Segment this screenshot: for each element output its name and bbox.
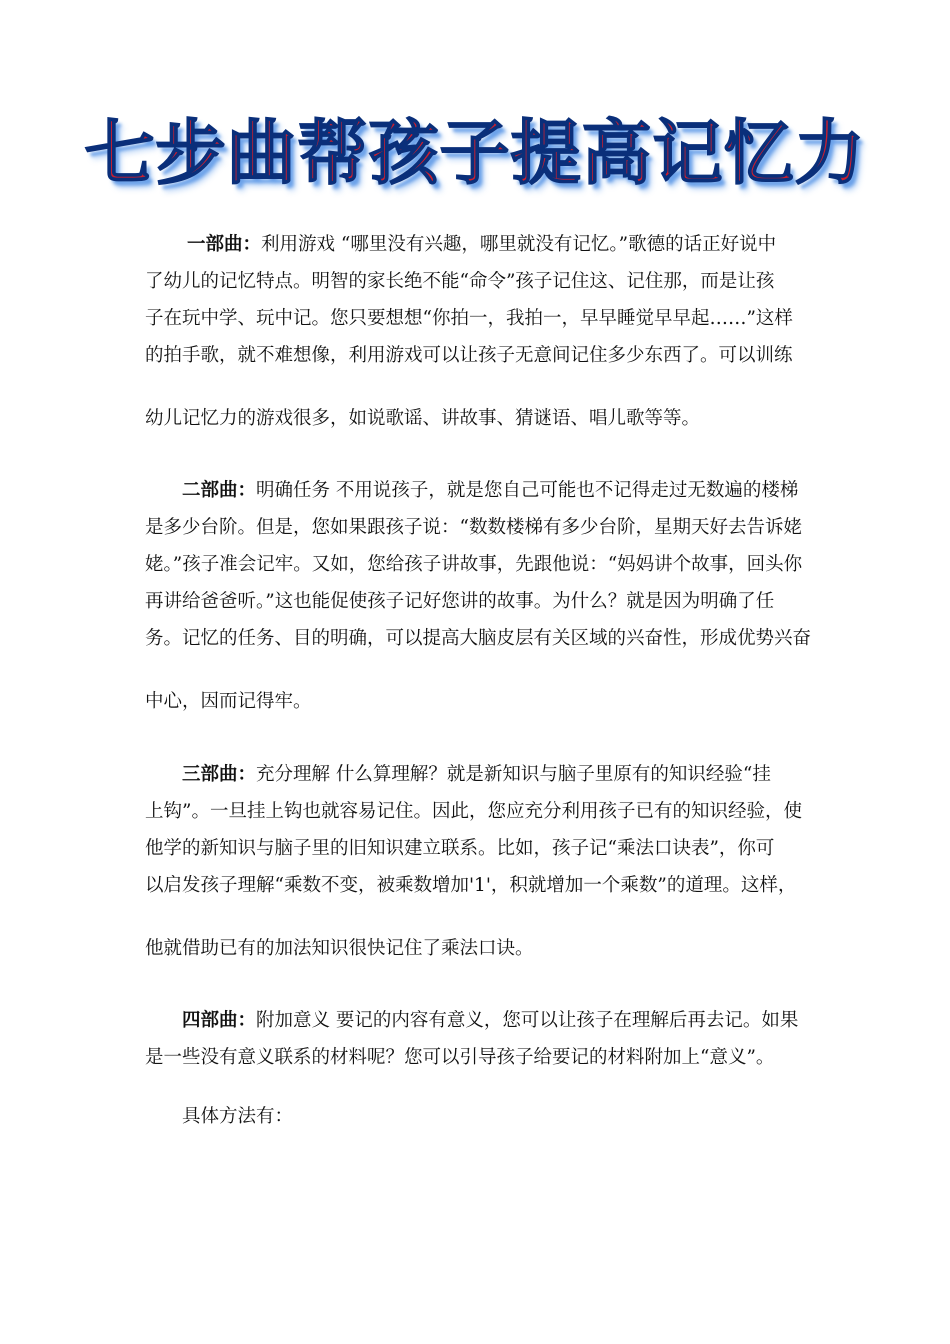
paragraph-line: 的拍手歌，就不难想像，利用游戏可以让孩子无意间记住多少东西了。可以训练 [145,345,793,366]
section-lead: 四部曲： [182,1010,257,1031]
paragraph-line: 他就借助已有的加法知识很快记住了乘法口诀。 [145,938,534,959]
paragraph-line: 子在玩中学、玩中记。您只要想想“你拍一，我拍一，早早睡觉早早起……”这样 [145,308,793,329]
paragraph-line: 四部曲：附加意义 要记的内容有意义，您可以让孩子在理解后再去记。如果 [182,1010,799,1031]
paragraph-line: 以启发孩子理解“乘数不变，被乘数增加'1'，积就增加一个乘数”的道理。这样， [145,875,797,896]
section-1-paragraph [145,226,808,437]
paragraph-line: 务。记忆的任务、目的明确，可以提高大脑皮层有关区域的兴奋性，形成优势兴奋 [145,628,812,649]
paragraph-line: 三部曲：充分理解 什么算理解？就是新知识与脑子里原有的知识经验“挂 [182,764,771,785]
document-title: 七步曲帮孩子提高记忆力 [84,112,866,194]
paragraph-line: 二部曲：明确任务 不用说孩子，就是您自己可能也不记得走过无数遍的楼梯 [182,480,799,501]
paragraph-line: 中心，因而记得牢。 [145,691,312,712]
paragraph-line: 一部曲：利用游戏 “哪里没有兴趣，哪里就没有记忆。”歌德的话正好说中 [187,234,777,255]
paragraph-line: 上钩”。一旦挂上钩也就容易记住。因此，您应充分利用孩子已有的知识经验，使 [145,801,802,822]
section-2-paragraph [145,472,812,720]
paragraph-line: 姥。”孩子准会记牢。又如，您给孩子讲故事，先跟他说：“妈妈讲个故事，回头你 [145,554,803,575]
section-4-paragraph [145,1002,808,1076]
section-lead: 三部曲： [182,764,257,785]
paragraph-line: 是一些没有意义联系的材料呢？您可以引导孩子给要记的材料附加上“意义”。 [145,1047,775,1068]
paragraph-line: 了幼儿的记忆特点。明智的家长绝不能“命令”孩子记住这、记住那，而是让孩 [145,271,775,292]
paragraph-line: 他学的新知识与脑子里的旧知识建立联系。比如，孩子记“乘法口诀表”，你可 [145,838,775,859]
paragraph-line: 幼儿记忆力的游戏很多，如说歌谣、讲故事、猜谜语、唱儿歌等等。 [145,408,701,429]
section-lead: 二部曲： [182,480,257,501]
paragraph-line: 是多少台阶。但是，您如果跟孩子说：“数数楼梯有多少台阶，星期天好去告诉姥 [145,517,802,538]
section-3-paragraph [145,756,808,967]
closing-line [182,1098,845,1135]
paragraph-line: 再讲给爸爸听。”这也能促使孩子记好您讲的故事。为什么？就是因为明确了任 [145,591,775,612]
paragraph-line: 具体方法有： [182,1106,294,1127]
section-lead: 一部曲： [187,234,262,255]
